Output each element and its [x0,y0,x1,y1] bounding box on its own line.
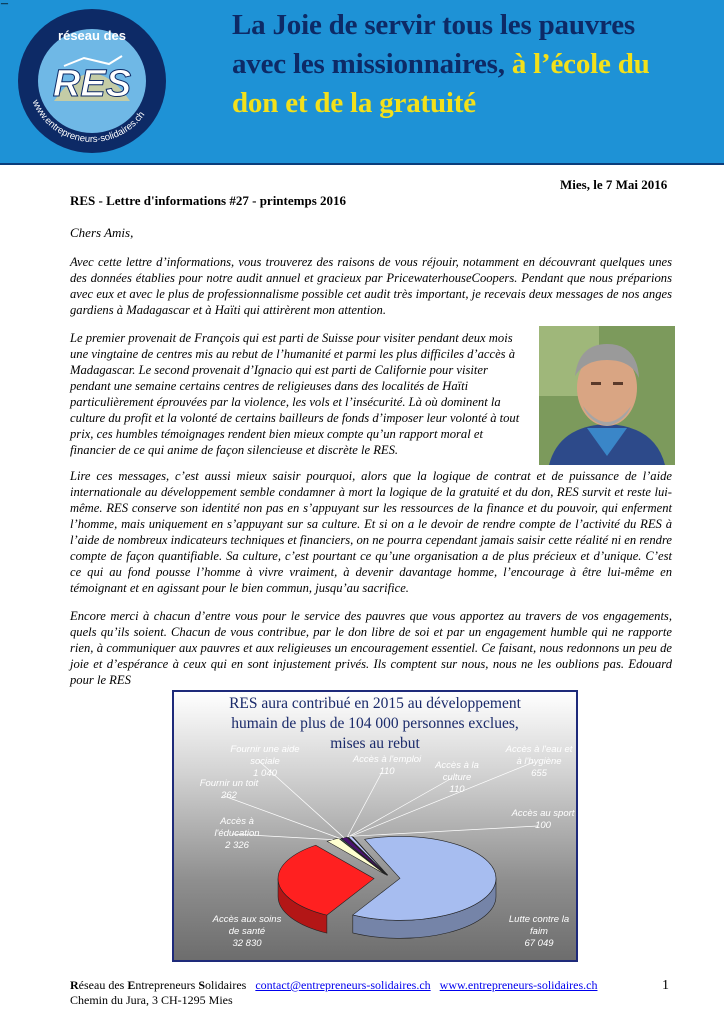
svg-text:www.entrepreneurs-solidaires.c: www.entrepreneurs-solidaires.ch [29,98,148,146]
portrait-photo [539,326,675,465]
paragraph-2: Le premier provenait de François qui est parti de Suisse pour visiter pendant deux mois une vingtaine de centres mis au rebut de l’humanité et parmi les plus difficiles d’accès à Madagascar. Le second provenait d’Ignacio qui est parti de Californie pour visiter pendant une semaine certains centres de religieuses dans des localités de Haïti particulièrement éprouvées par la violence, les vols et l’insécurité. Là où dominent la culture du profit et la volonté de certains bailleurs de fonds d’imposer leur volonté à tout prix, ces humbles témoignages rendent bien mieux compte qu’un rapport moral et financier de ce qui anime de façon silencieuse et discrète le RES. [70,331,520,457]
res-logo [14,6,170,156]
page-number: 1 [662,978,669,993]
pie-label-6: Accès à la culture 110 [435,760,479,795]
svg-text:réseau des: réseau des [58,28,126,43]
svg-text:RES: RES [52,63,132,105]
paragraph-1: Avec cette lettre d’informations, vous trouverez des raisons de vous réjouir, notamment en découvrant quelques unes des données établies pour notre audit annuel et gracieux par PricewaterhouseCoopers. Pendant que nous préparions avec eux et avec le plus de professionnalisme possible cet audit très important, je recevais deux messages de nos anges gardiens à Madagascar et à Haïti qui attirèrent mon attention. [70,255,672,317]
paragraph-3: Lire ces messages, c’est aussi mieux saisir pourquoi, alors que la logique de contrat et de puissance de l’aide internationale au développement semble condamner à mort la logique de la gratuité et du don, RES survit et reste lui-même. RES conserve son identité non pas en s’appuyant sur les ressources de la finance et du pouvoir, qui enferment l’homme, mais uniquement en s’appuyant sur sa culture. Et si on a le devoir de rendre compte de l’activité du RES à l’aide de nombreux indicateurs techniques et financiers, on ne pourra cependant jamais saisir cette réalité ni en rendre compte de façon quantifiable. Sa culture, c’est pourtant ce qu’une organisation a de plus précieux et d’unique. C’est ce qui au fond pousse l’homme à vivre vraiment, à devenir davantage homme, l’encourage à être lui-même en témoignant et en agissant pour le bien commun, jusqu’au sacrifice. [70,469,672,595]
pie-label-5: Accès à l'emploi 110 [352,754,422,777]
letter-date: Mies, le 7 Mai 2016 [560,177,668,192]
chart-title: RES aura contribué en 2015 au développement humain de plus de 104 000 personnes exclues, mises au rebut [229,695,521,752]
newsletter-heading: RES - Lettre d'informations #27 - printemps 2016 [70,193,347,208]
pie-label-7: Accès à l'eau et à l'hygiène 655 [505,744,573,779]
pie-label-4: Fournir une aide sociale 1 040 [230,744,300,779]
greeting: Chers Amis, [70,225,134,240]
website-link[interactable]: www.entrepreneurs-solidaires.ch [439,978,598,992]
page-title: La Joie de servir tous les pauvres avec les missionnaires, à l’école du don et de la gratuité [232,9,650,119]
corner-dash: – [1,0,8,11]
email-link[interactable]: contact@entrepreneurs-solidaires.ch [255,978,431,992]
pie-label-1: Accès aux soins de santé 32 830 [212,914,282,949]
footer-address: Chemin du Jura, 3 CH-1295 Mies [70,993,233,1007]
paragraph-4: Encore merci à chacun d’entre vous pour le service des pauvres que vous apportez au travers de vos engagements, quels qu’ils soient. Chacun de vous contribue, par le don libre de soi et par un engagement humble qui ne rapporte rien, à communiquer aux pauvres et aux religieuses un encouragement essentiel. Ce faisant, nous redonnons un peu de joie et d’espérance à ceux qui en sont injustement privés. Ils comptent sur nous, nous ne les oublions pas. Edouard pour le RES [70,609,672,687]
pie-label-2: Accès à l'éducation 2 326 [214,816,260,851]
footer: Réseau des Entrepreneurs Solidaires contact@entrepreneurs-solidaires.ch www.entrepreneurs-solidaires.ch Chemin du Jura, 3 CH-1295 Mies [70,978,598,1007]
pie-label-0: Lutte contre la faim 67 049 [508,914,570,949]
pie-chart [172,690,578,962]
pie-label-8: Accès au sport 100 [511,808,575,831]
pie-label-3: Fournir un toit 262 [199,778,259,801]
header-divider [0,163,724,165]
